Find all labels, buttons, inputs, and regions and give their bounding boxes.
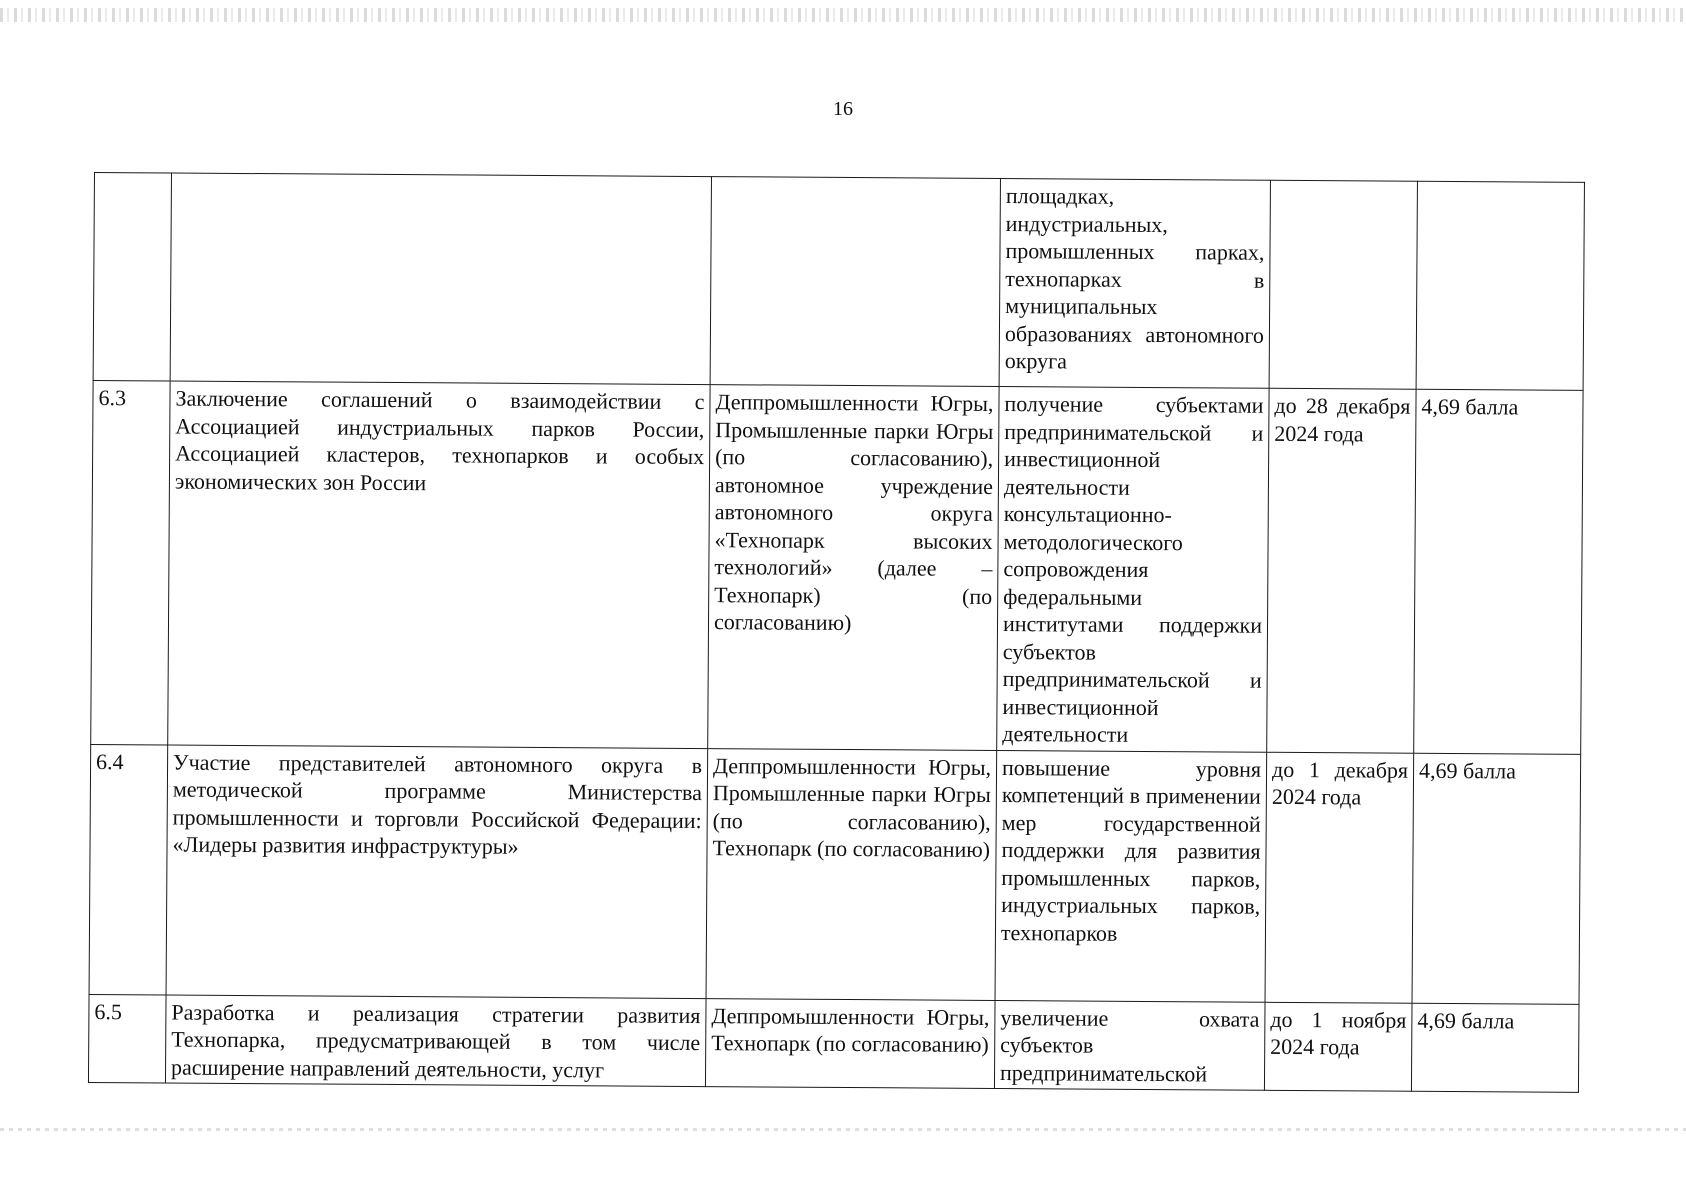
scan-edge-bottom (0, 1128, 1686, 1131)
page-number: 16 (833, 98, 853, 120)
cell-action (170, 173, 711, 385)
cell-score: 4,69 балла (1412, 753, 1581, 1004)
cell-action: Разработка и реализация стратегии развития Технопарка, предусматривающей в том числе расширение направлений деятельности, услуг (165, 994, 706, 1086)
scan-edge-top (0, 8, 1686, 22)
table-row (88, 994, 1579, 1092)
measures-table (88, 172, 1585, 1093)
cell-result: площадках, индустриальных, промышленных парках, технопарках в муниципальных образованиях автономного округа (999, 179, 1270, 389)
table-row (93, 173, 1584, 391)
cell-score: 4,69 балла (1414, 389, 1583, 754)
cell-result: увеличение охвата субъектов предпринимательской (994, 1000, 1265, 1090)
cell-score (1416, 181, 1584, 390)
cell-deadline: до 1 декабря 2024 года (1265, 752, 1414, 1003)
cell-responsible: Деппромышленности Югры, Промышленные парки Югры (по согласованию), автономное учреждение автономного округа «Технопарк высоких технологий» (далее – Технопарк) (по согласованию) (708, 385, 999, 750)
cell-action: Заключение соглашений о взаимодействии с Ассоциацией индустриальных парков России, Ассоциацией кластеров, технопарков и особых экономических зон России (168, 381, 710, 748)
cell-number: 6.5 (88, 994, 166, 1083)
cell-number: 6.3 (91, 380, 170, 744)
cell-action: Участие представителей автономного округа в методической программе Министерства промышленности и торговли Российской Федерации: «Лидеры развития инфраструктуры» (166, 745, 708, 999)
cell-responsible (710, 177, 1000, 387)
cell-deadline: до 1 ноября 2024 года (1264, 1002, 1412, 1091)
table-row (89, 744, 1581, 1004)
cell-number: 6.4 (89, 744, 168, 995)
cell-score: 4,69 балла (1411, 1003, 1579, 1093)
cell-result: получение субъектами предпринимательской и инвестиционной деятельности консультационно-методологического сопровождения федеральными институтами поддержки субъектов предпринимательской и инвестиционной деятельности (997, 387, 1269, 752)
cell-result: повышение уровня компетенций в применении мер государственной поддержки для развития промышленных парков, индустриальных парков, технопарков (995, 750, 1267, 1002)
cell-number (93, 173, 171, 382)
cell-responsible: Деппромышленности Югры, Промышленные парки Югры (по согласованию), Технопарк (по согласованию) (706, 748, 997, 1000)
cell-responsible: Деппромышленности Югры, Технопарк (по согласованию) (705, 998, 995, 1088)
table-row (91, 380, 1583, 753)
cell-deadline: до 28 декабря 2024 года (1267, 388, 1416, 752)
cell-deadline (1269, 180, 1417, 389)
